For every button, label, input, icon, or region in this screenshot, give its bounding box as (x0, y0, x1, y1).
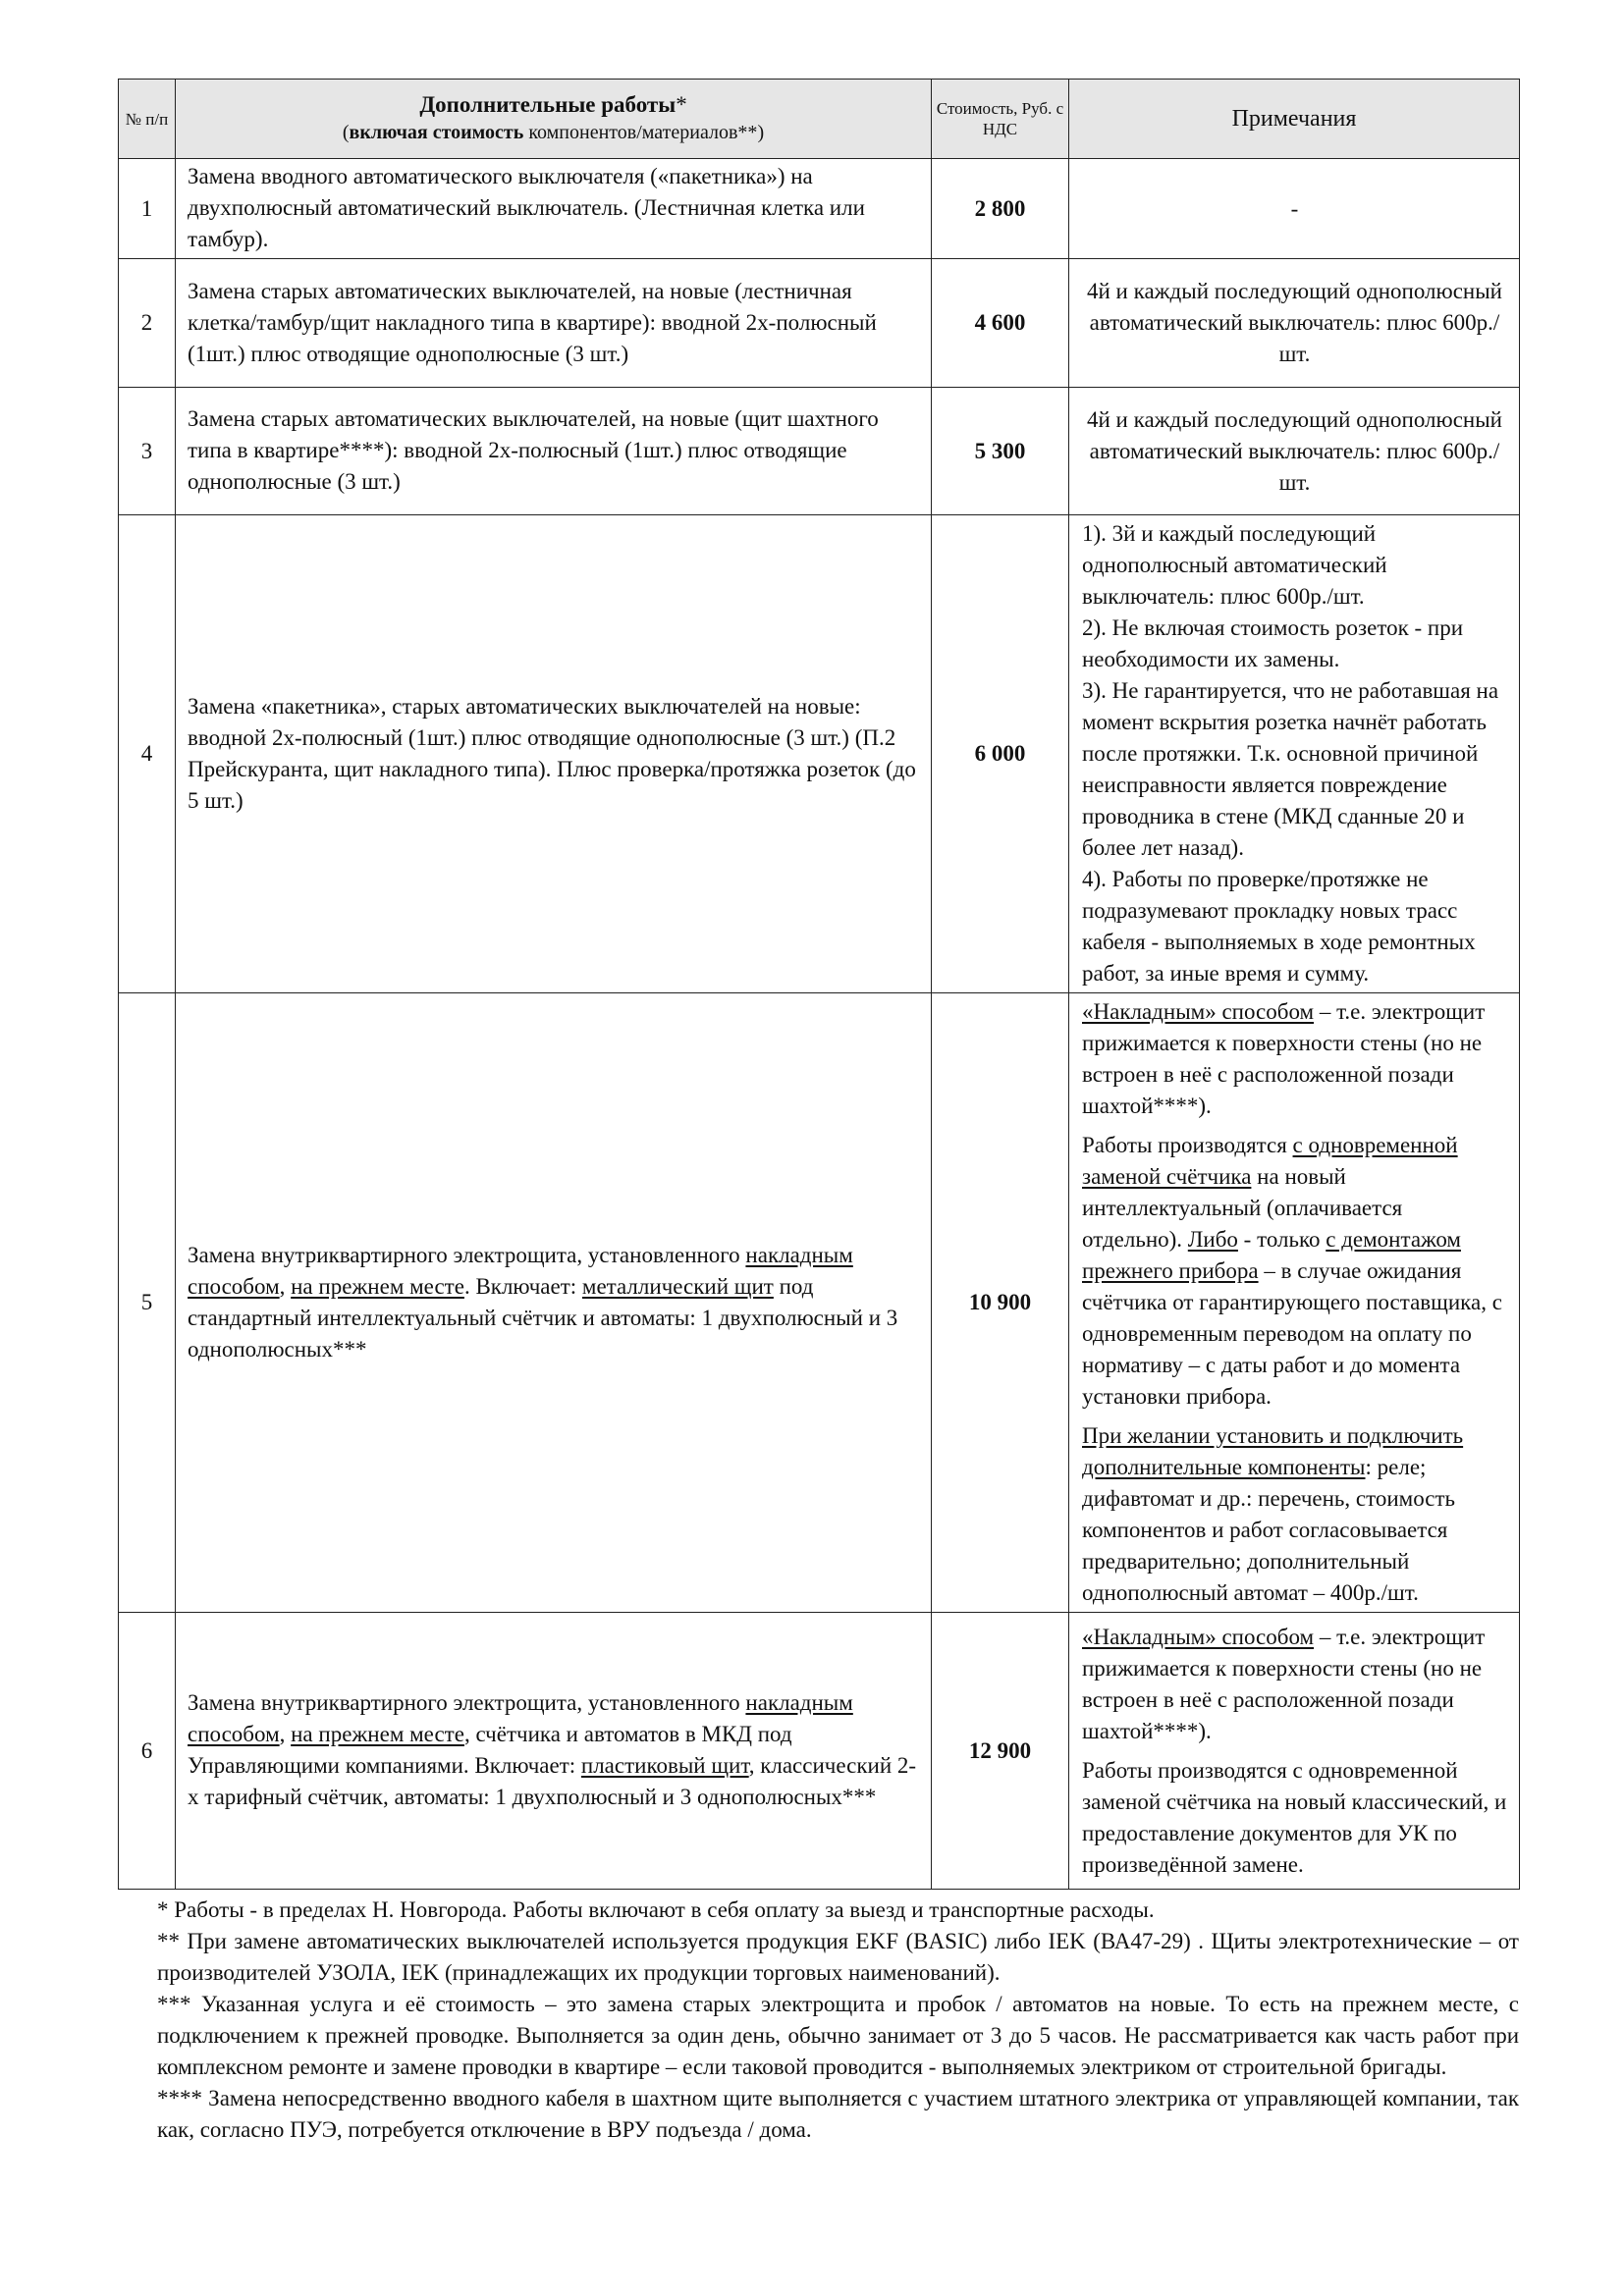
text-run: , (279, 1722, 292, 1746)
text-run: на новый интеллектуальный (оплачивается отдельно). (1082, 1164, 1403, 1252)
text-run: Работы производятся (1082, 1133, 1293, 1157)
row-note (1069, 993, 1520, 1613)
row-work: Замена старых автоматических выключателей, на новые (лестничная клетка/тамбур/щит накладного типа в квартире): вводной 2х-полюсный (1шт.) плюс отводящие однополюсные (3 шт.) (176, 259, 932, 388)
header-number: № п/п (119, 80, 176, 159)
row-number: 2 (119, 259, 176, 388)
row-work: Замена вводного автоматического выключателя («пакетника») на двухполюсный автоматический выключатель. (Лестничная клетка или тамбур). (176, 159, 932, 259)
row-note: 4й и каждый последующий однополюсный автоматический выключатель: плюс 600р./шт. (1069, 259, 1520, 388)
underlined-term: пластиковый щит (580, 1753, 749, 1778)
row-note: - (1069, 159, 1520, 259)
note-item: 2). Не включая стоимость розеток - при необходимости их замены. (1082, 615, 1464, 671)
row-note: 4й и каждый последующий однополюсный автоматический выключатель: плюс 600р./шт. (1069, 388, 1520, 515)
underlined-term: При желании установить и подключить дополнительные компоненты (1082, 1423, 1464, 1479)
underlined-term: Либо (1187, 1227, 1238, 1252)
header-notes: Примечания (1069, 80, 1520, 159)
table-row (119, 388, 1520, 515)
note-paragraph (1082, 996, 1507, 1122)
row-cost: 6 000 (932, 515, 1069, 993)
text-run: , счётчика и автоматов в МКД под Управляющими компаниями. Включает: (188, 1722, 792, 1778)
header-work-title: Дополнительные работы (419, 92, 677, 117)
table-row (119, 159, 1520, 259)
row-number: 6 (119, 1613, 176, 1890)
table-row (119, 993, 1520, 1613)
header-work-sub-bold: включая стоимость (349, 122, 524, 143)
text-run: : реле; дифавтомат и др.: перечень, стоимость компонентов и работ согласовывается предварительно; дополнительный однополюсный автомат – 400р./шт. (1082, 1455, 1456, 1605)
underlined-term: на прежнем месте (291, 1722, 464, 1746)
text-run: - только (1237, 1227, 1326, 1252)
price-table (118, 79, 1520, 1890)
text-run: – в случае ожидания счётчика от гарантирующего поставщика, с одновременным переводом на оплату по нормативу – с даты работ и до момента установки прибора. (1082, 1258, 1502, 1409)
row-work: Замена «пакетника», старых автоматических выключателей на новые: вводной 2х-полюсный (1шт.) плюс отводящие однополюсные (3 шт.) (П.2 Прейскуранта, щит накладного типа). Плюс проверка/протяжка розеток (до 5 шт.) (176, 515, 932, 993)
note-item: 1). 3й и каждый последующий однополюсный автоматический выключатель: плюс 600р./шт. (1082, 521, 1387, 609)
row-cost: 2 800 (932, 159, 1069, 259)
underlined-term: на прежнем месте (291, 1273, 464, 1299)
footnote: **** Замена непосредственно вводного кабеля в шахтном щите выполняется с участием штатного электрика от управляющей компании, так как, согласно ПУЭ, потребуется отключение в ВРУ подъезда / дома. (157, 2086, 1519, 2142)
underlined-term: накладным способом (188, 1690, 853, 1746)
header-work-sub: компонентов/материалов** (528, 122, 758, 143)
text-run: Замена внутриквартирного электрощита, установленного (188, 1242, 746, 1267)
text-run: – т.е. электрощит прижимается к поверхности стены (но не встроен в неё с расположенной позади шахтой****). (1082, 1624, 1486, 1743)
text-run: под стандартный интеллектуальный счётчик и автоматы: 1 двухполюсный и 3 однополюсных*** (188, 1273, 898, 1362)
row-note (1069, 1613, 1520, 1890)
footnote: * Работы - в пределах Н. Новгорода. Работы включают в себя оплату за выезд и транспортные расходы. (157, 1897, 1155, 1922)
text-run: , (279, 1273, 292, 1299)
footnote: *** Указанная услуга и её стоимость – это замена старых электрощита и пробок / автоматов на новые. То есть на прежнем месте, с подключением к прежней проводке. Выполняется за один день, обычно занимает от 3 до 5 часов. Не рассматривается как часть работ при комплексном ремонте и замене проводки в квартире – если таковой проводится - выполняемых электриком от строительной бригады. (157, 1992, 1519, 2079)
row-number: 3 (119, 388, 176, 515)
row-cost: 10 900 (932, 993, 1069, 1613)
header-cost: Стоимость, Руб. с НДС (932, 80, 1069, 159)
note-item: 4). Работы по проверке/протяжке не подразумевают прокладку новых трасс кабеля - выполняемых в ходе ремонтных работ, за иные время и сумму. (1082, 867, 1476, 986)
footnotes (157, 1895, 1519, 2146)
text-run: – т.е. электрощит прижимается к поверхности стены (но не встроен в неё с расположенной позади шахтой****). (1082, 999, 1486, 1118)
note-paragraph (1082, 1420, 1507, 1609)
text-run: Замена внутриквартирного электрощита, установленного (188, 1690, 746, 1715)
row-cost: 4 600 (932, 259, 1069, 388)
row-number: 4 (119, 515, 176, 993)
table-row (119, 259, 1520, 388)
header-work-mark: * (676, 92, 687, 117)
price-list-page (118, 79, 1519, 1890)
header-work: Дополнительные работы* (включая стоимость компонентов/материалов**) (176, 80, 932, 159)
table-row (119, 1613, 1520, 1890)
note-paragraph (1082, 1622, 1507, 1747)
underlined-term: с одновременной заменой счётчика (1082, 1133, 1458, 1189)
text-run: Работы производятся с одновременной заменой счётчика на новый классический, и предоставление документов для УК по произведённой замене. (1082, 1757, 1507, 1877)
table-header-row (119, 80, 1520, 159)
text-run: . Включает: (463, 1273, 582, 1299)
row-cost: 5 300 (932, 388, 1069, 515)
note-paragraph (1082, 1755, 1507, 1881)
footnote: ** При замене автоматических выключателей используется продукция EKF (BASIC) либо IEK (ВА47-29) . Щиты электротехнические – от производителей УЗОЛА, IEK (принадлежащих их продукции торговых наименований). (157, 1929, 1519, 1985)
underlined-term: металлический щит (581, 1273, 774, 1299)
row-work (176, 993, 932, 1613)
note-item: 3). Не гарантируется, что не работавшая на момент вскрытия розетка начнёт работать после протяжки. Т.к. основной причиной неисправности является повреждение проводника в стене (МКД сданные 20 и более лет назад). (1082, 678, 1499, 860)
row-work: Замена старых автоматических выключателей, на новые (щит шахтного типа в квартире****): вводной 2х-полюсный (1шт.) плюс отводящие однополюсные (3 шт.) (176, 388, 932, 515)
note-paragraph (1082, 1130, 1507, 1413)
row-work (176, 1613, 932, 1890)
text-run: , классический 2-х тарифный счётчик, автоматы: 1 двухполюсный и 3 однополюсных*** (188, 1753, 917, 1809)
row-number: 1 (119, 159, 176, 259)
row-number: 5 (119, 993, 176, 1613)
underlined-term: «Накладным» способом (1082, 1624, 1315, 1649)
underlined-term: «Накладным» способом (1082, 999, 1315, 1024)
row-cost: 12 900 (932, 1613, 1069, 1890)
underlined-term: с демонтажом прежнего прибора (1082, 1227, 1461, 1283)
row-note (1069, 515, 1520, 993)
table-row (119, 515, 1520, 993)
underlined-term: накладным способом (188, 1242, 853, 1299)
